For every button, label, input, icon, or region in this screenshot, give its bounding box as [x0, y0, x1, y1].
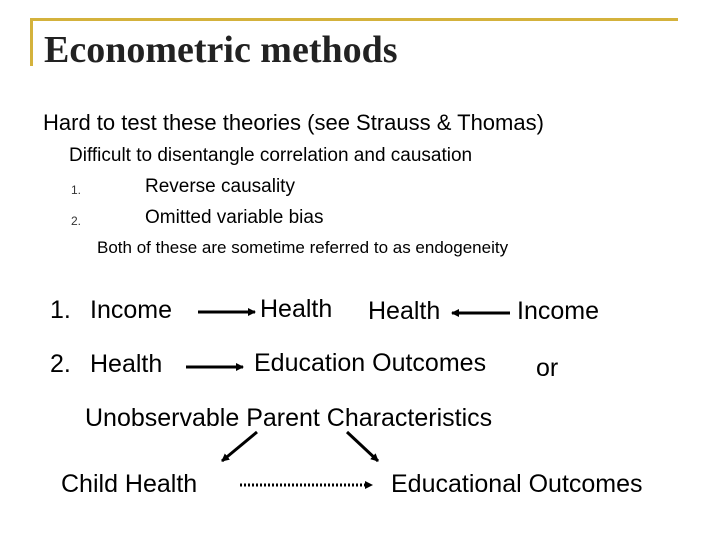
- educational-outcomes: Educational Outcomes: [391, 470, 643, 498]
- slide-title: Econometric methods: [44, 29, 398, 71]
- reason-text-1: Reverse causality: [145, 176, 295, 197]
- arrow-parent-to-education: [347, 432, 378, 461]
- row1-health-reverse: Health: [368, 297, 441, 325]
- row1-number: 1.: [50, 296, 71, 324]
- reason-number-2: 2.: [71, 214, 82, 228]
- row2-or: or: [536, 354, 559, 382]
- parent-characteristics: Unobservable Parent Characteristics: [85, 404, 493, 432]
- row1-income: Income: [90, 296, 172, 324]
- row2-health: Health: [90, 350, 163, 378]
- difficult-bullet: Difficult to disentangle correlation and causation: [69, 145, 473, 166]
- endogeneity-note: Both of these are sometime referred to as endogeneity: [97, 238, 509, 257]
- row1-health: Health: [260, 295, 333, 323]
- row2-number: 2.: [50, 350, 71, 378]
- reason-number-1: 1.: [71, 183, 82, 197]
- row2-education-outcomes: Education Outcomes: [254, 349, 487, 377]
- lead-bullet: Hard to test these theories (see Strauss & Thomas): [43, 110, 544, 135]
- child-health: Child Health: [61, 470, 198, 498]
- row1-income-reverse: Income: [517, 297, 599, 325]
- arrow-parent-to-child: [222, 432, 257, 461]
- reason-text-2: Omitted variable bias: [145, 207, 324, 228]
